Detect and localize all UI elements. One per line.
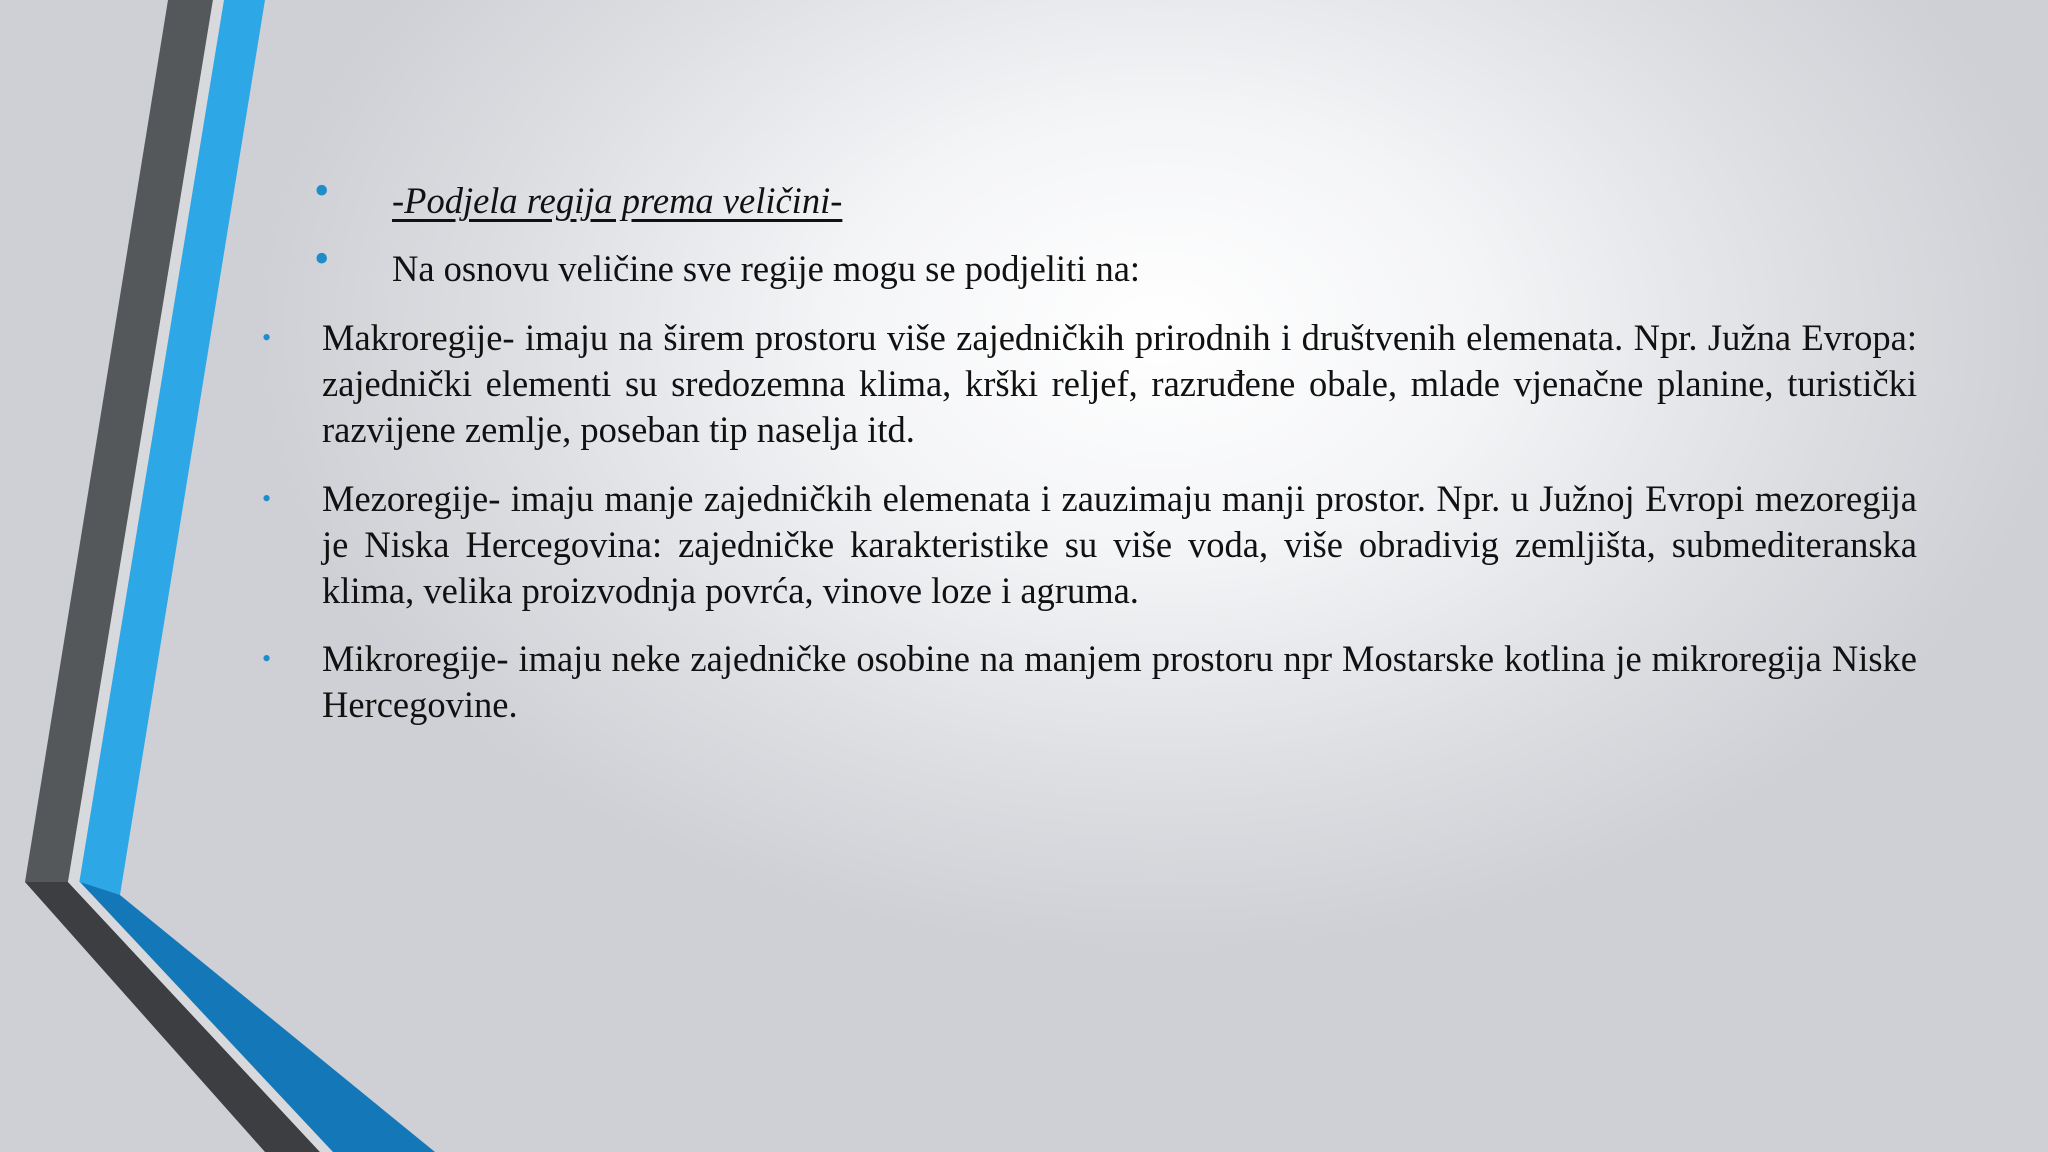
- bullet-mikroregije: [262, 636, 1917, 728]
- bullet-dot-icon: •: [262, 323, 272, 352]
- bullet-dot-icon: •: [314, 166, 330, 215]
- heading-text: -Podjela regija prema veličini-: [392, 180, 843, 221]
- bullet-mezoregije: [262, 476, 1917, 614]
- bullet-dot-icon: •: [314, 234, 330, 283]
- bullet-dot-icon: •: [262, 644, 272, 673]
- bullet-intro: [314, 234, 1892, 292]
- bullet-heading: [314, 166, 1892, 224]
- mezoregije-text: Mezoregije- imaju manje zajedničkih elemenata i zauzimaju manji prostor. Npr. u Južnoj Evropi mezoregija je Niska Hercegovina: zajedničke karakteristike su više voda, više obradivig zemljišta, submediteranska klima, velika proizvodnja povrća, vinove loze i agruma.: [322, 478, 1917, 611]
- bullet-dot-icon: •: [262, 484, 272, 513]
- mikroregije-text: Mikroregije- imaju neke zajedničke osobine na manjem prostoru npr Mostarske kotlina je mikroregija Niske Hercegovine.: [322, 638, 1917, 725]
- bullet-makroregije: [262, 315, 1917, 453]
- intro-text: Na osnovu veličine sve regije mogu se podjeliti na:: [392, 248, 1141, 289]
- makroregije-text: Makroregije- imaju na širem prostoru više zajedničkih prirodnih i društvenih elemenata. Npr. Južna Evropa: zajednički elementi su sredozemna klima, krški reljef, razruđene obale, mlade vjenačne planine, turistički razvijene zemlje, poseban tip naselja itd.: [322, 317, 1917, 450]
